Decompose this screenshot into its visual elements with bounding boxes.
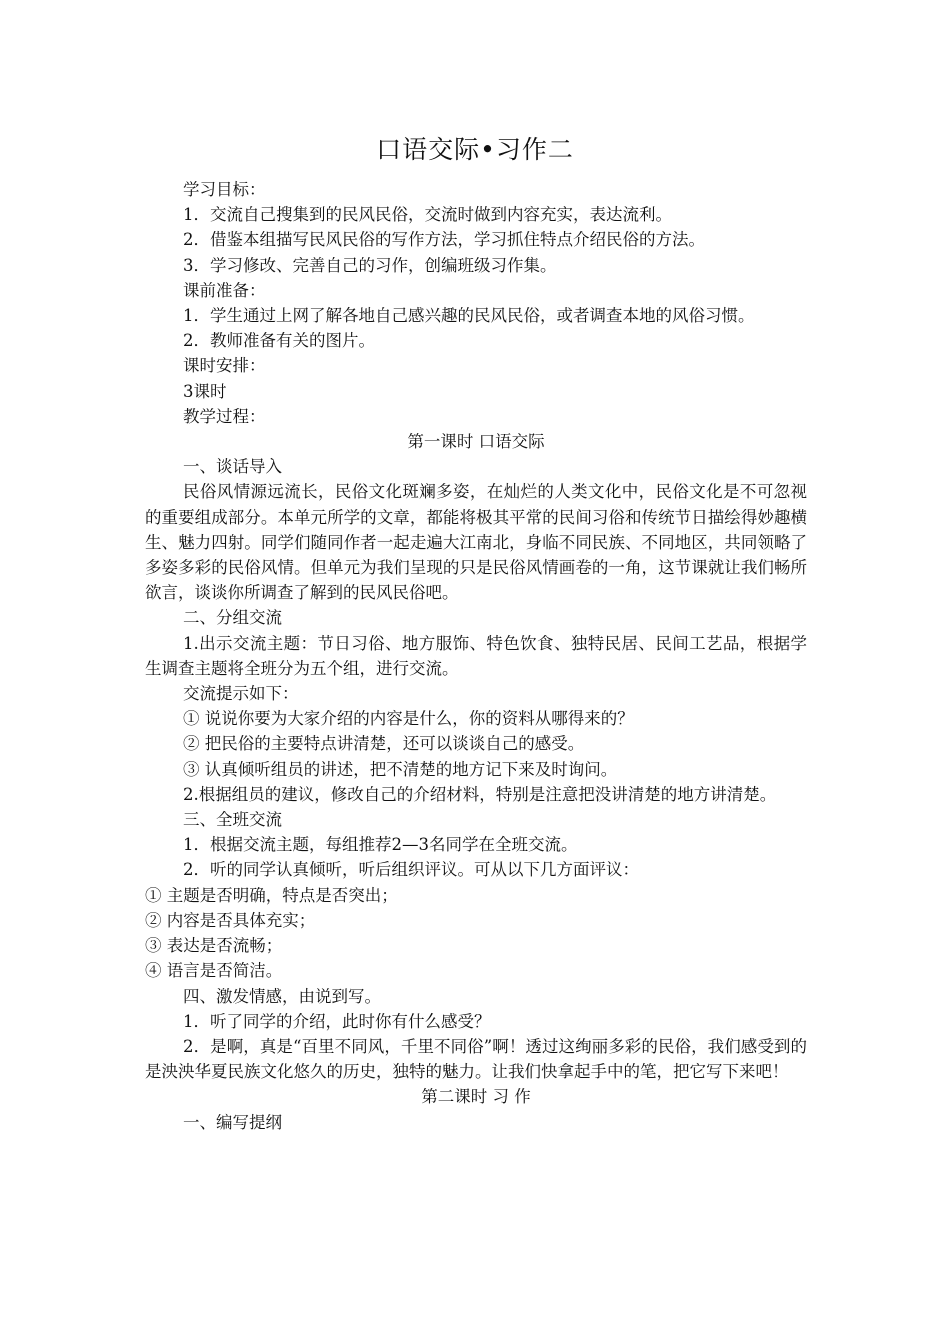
- paragraph: ③ 认真倾听组员的讲述，把不清楚的地方记下来及时询问。: [183, 759, 618, 779]
- paragraph: 2．教师准备有关的图片。: [183, 331, 375, 351]
- section-heading: 第二课时 习 作: [421, 1087, 531, 1107]
- paragraph: 学习目标：: [183, 180, 266, 199]
- paragraph: 课前准备：: [183, 280, 266, 300]
- paragraph: 三、全班交流: [183, 810, 282, 830]
- paragraph: ④ 语言是否简洁。: [145, 961, 283, 981]
- paragraph: ① 主题是否明确，特点是否突出；: [145, 885, 398, 905]
- document-body: [145, 177, 807, 1135]
- paragraph: 一、编写提纲: [183, 1112, 282, 1132]
- paragraph: ② 内容是否具体充实；: [145, 910, 316, 930]
- document-title: 口语交际•习作二: [376, 135, 574, 164]
- paragraph: 一、谈话导入: [183, 457, 282, 477]
- paragraph: 1．学生通过上网了解各地自己感兴趣的民风民俗，或者调查本地的风俗习惯。: [183, 306, 755, 326]
- paragraph: 2．借鉴本组描写民风民俗的写作方法，学习抓住特点介绍民俗的方法。: [183, 230, 705, 250]
- paragraph: 课时安排：: [183, 356, 266, 376]
- paragraph: 1．交流自己搜集到的民风民俗，交流时做到内容充实，表达流利。: [183, 205, 672, 225]
- paragraph: 民俗风情源远流长，民俗文化斑斓多姿，在灿烂的人类文化中，民俗文化是不可忽视的重要组成部分。本单元所学的文章，都能将极其平常的民间习俗和传统节日描绘得妙趣横生、魅力四射。同学们随同作者一起走遍大江南北，身临不同民族、不同地区，共同领略了多姿多彩的民俗风情。但单元为我们呈现的只是民俗风情画卷的一角，这节课就让我们畅所欲言，谈谈你所调查了解到的民风民俗吧。: [145, 482, 807, 603]
- paragraph: 交流提示如下：: [183, 684, 299, 704]
- paragraph: 2．听的同学认真倾听，听后组织评议。可从以下几方面评议：: [183, 860, 639, 880]
- paragraph: 二、分组交流: [183, 608, 282, 628]
- paragraph: 1.出示交流主题：节日习俗、地方服饰、特色饮食、独特民居、民间工艺品，根据学生调查主题将全班分为五个组，进行交流。: [145, 633, 807, 678]
- paragraph: 2.根据组员的建议，修改自己的介绍材料，特别是注意把没讲清楚的地方讲清楚。: [183, 784, 777, 804]
- paragraph: 3课时: [183, 381, 227, 401]
- paragraph: ③ 表达是否流畅；: [145, 936, 283, 956]
- paragraph: 1．根据交流主题，每组推荐2—3名同学在全班交流。: [183, 835, 578, 855]
- paragraph: 3．学习修改、完善自己的习作，创编班级习作集。: [183, 255, 557, 275]
- paragraph: 1．听了同学的介绍，此时你有什么感受？: [183, 1011, 491, 1031]
- paragraph: ② 把民俗的主要特点讲清楚，还可以谈谈自己的感受。: [183, 734, 585, 754]
- paragraph: 2．是啊，真是“百里不同风，千里不同俗”啊！透过这绚丽多彩的民俗，我们感受到的是泱泱华夏民族文化悠久的历史，独特的魅力。让我们快拿起手中的笔，把它写下来吧！: [145, 1036, 807, 1082]
- paragraph: 教学过程：: [183, 406, 266, 426]
- section-heading: 第一课时 口语交际: [407, 432, 545, 452]
- paragraph: 四、激发情感，由说到写。: [183, 986, 381, 1006]
- paragraph: ① 说说你要为大家介绍的内容是什么，你的资料从哪得来的？: [183, 709, 634, 729]
